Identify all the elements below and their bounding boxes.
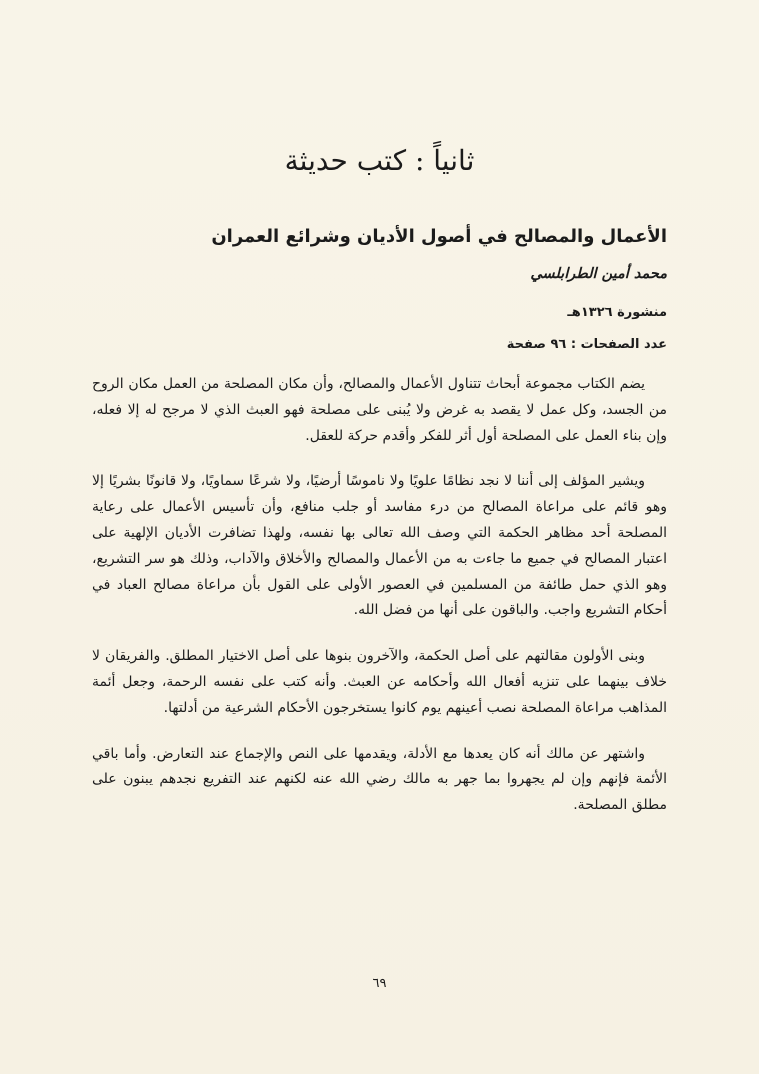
- publication-date: منشورة ١٣٢٦هـ: [567, 305, 667, 320]
- page-number: ٦٩: [372, 976, 387, 991]
- page-count: عدد الصفحات : ٩٦ صفحة: [506, 337, 667, 352]
- paragraph: يضم الكتاب مجموعة أبحاث تتناول الأعمال والمصالح، وأن مكان المصلحة من العمل مكان الروح من الجسد، وكل عمل لا يقصد به غرض ولا يُبنى على مصلحة فهو العبث الذي لا مرجح له إلا فعله، وإن بناء العمل على المصلحة أول أثر للفكر وأقدم حركة للعقل.: [92, 376, 667, 444]
- body-text: [92, 372, 667, 839]
- book-title: الأعمال والمصالح في أصول الأديان وشرائع العمران: [211, 226, 667, 247]
- section-title: ثانياً : كتب حديثة: [284, 144, 475, 177]
- book-author: محمد أمين الطرابلسي: [530, 266, 667, 282]
- paragraph: وبنى الأولون مقالتهم على أصل الحكمة، والآخرون بنوها على أصل الاختيار المطلق. والفريقان لا خلاف بينهما على تنزيه أفعال الله وأحكامه عن العبث. وأنه كتب على نفسه الرحمة، وجعل أئمة المذاهب مراعاة المصلحة نصب أعينهم يوم كانوا يستخرجون الأحكام الشرعية من أدلتها.: [92, 648, 667, 716]
- paragraph: ويشير المؤلف إلى أننا لا نجد نظامًا علويًا ولا ناموسًا أرضيًا، ولا شرعًا سماويًا، ولا قانونًا بشريًا إلا وهو قائم على مراعاة المصالح من درء مفاسد أو جلب منافع، وأن تأسيس الأعمال على رعاية المصلحة أحد مظاهر الحكمة التي وصف الله تعالى بها نفسه، ولهذا تضافرت الأديان الإلهية على اعتبار المصالح في جميع ما جاءت به من الأعمال والمصالح والأخلاق والآداب، وذلك هو سر التشريع، وهو الذي حمل طائفة من المسلمين في العصور الأولى على القول بأن مراعاة مصالح العباد في أحكام التشريع واجب. والباقون على أنها من فضل الله.: [92, 473, 667, 619]
- paragraph: واشتهر عن مالك أنه كان يعدها مع الأدلة، ويقدمها على النص والإجماع عند التعارض. وأما باقي الأئمة فإنهم وإن لم يجهروا بما جهر به مالك رضي الله عنه لكنهم عند التفريع نجدهم يبنون على مطلق المصلحة.: [92, 745, 667, 814]
